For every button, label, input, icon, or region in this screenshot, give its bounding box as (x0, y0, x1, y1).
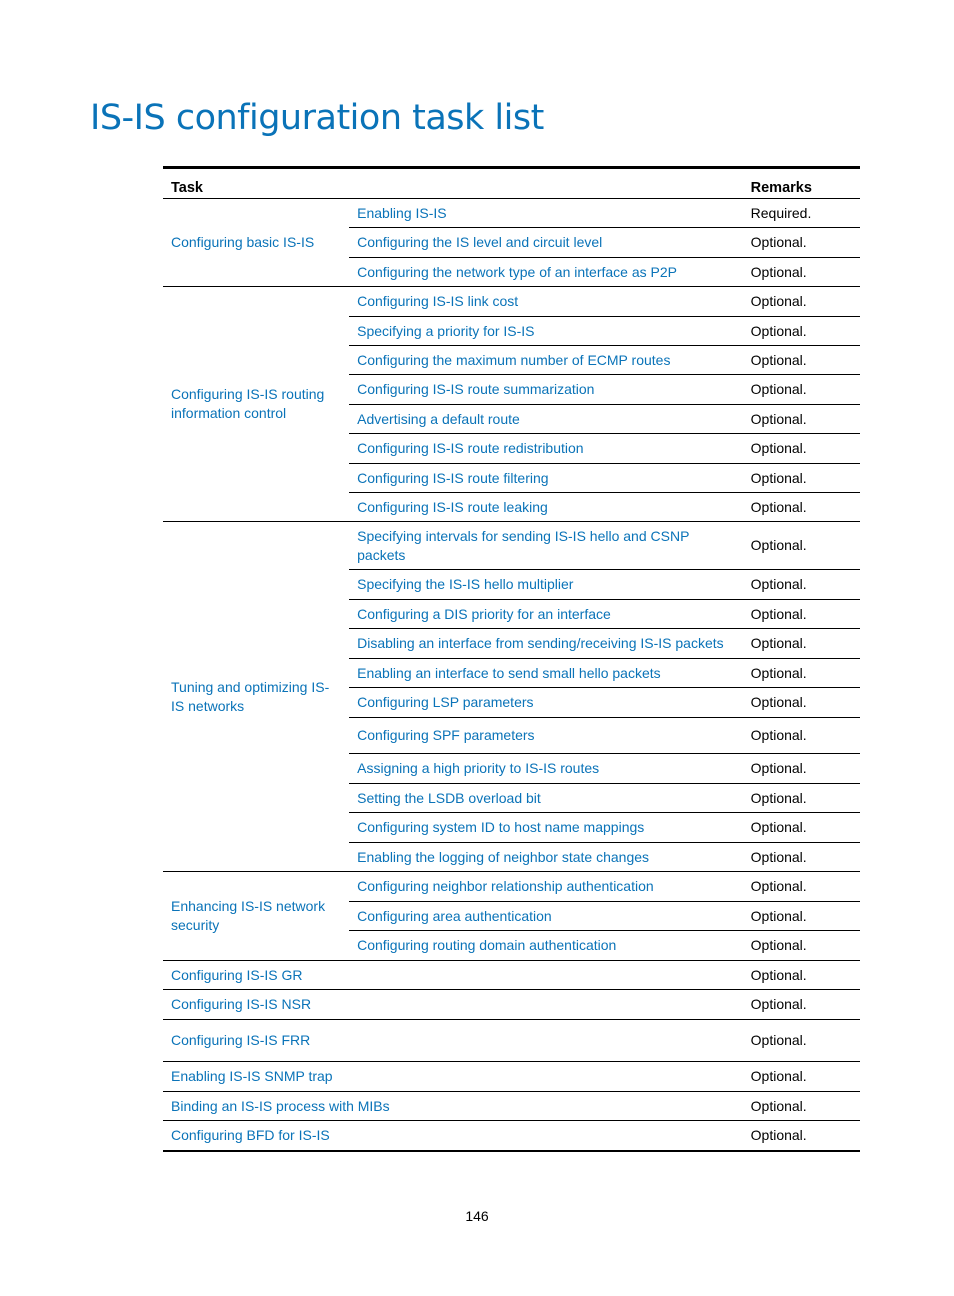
subtask-cell (349, 872, 743, 902)
remark-cell: Optional. (743, 405, 860, 434)
table-row (163, 1020, 860, 1062)
subtask-cell (349, 317, 743, 346)
remark-cell: Optional. (743, 493, 860, 522)
subtask-link[interactable]: Configuring routing domain authentication (357, 937, 617, 953)
remark-cell: Optional. (743, 375, 860, 405)
subtask-cell (349, 784, 743, 813)
table-row (163, 1121, 860, 1151)
subtask-link[interactable]: Specifying intervals for sending IS-IS hello and CSNP packets (357, 527, 690, 563)
page-number: 146 (465, 1208, 489, 1224)
remark-cell: Optional. (743, 659, 860, 688)
remark-cell: Optional. (743, 990, 860, 1020)
remarks-column-header: Remarks (743, 168, 860, 199)
table-row (163, 961, 860, 990)
task-link[interactable]: Enabling IS-IS SNMP trap (171, 1068, 333, 1084)
remark-cell: Optional. (743, 843, 860, 872)
remark-cell: Optional. (743, 434, 860, 464)
subtask-link[interactable]: Configuring neighbor relationship authentication (357, 878, 654, 894)
subtask-cell (349, 754, 743, 784)
remark-cell: Optional. (743, 902, 860, 931)
task-link[interactable]: Configuring IS-IS NSR (171, 996, 312, 1012)
remark-cell: Optional. (743, 522, 860, 570)
subtask-link[interactable]: Enabling an interface to send small hello packets (357, 664, 661, 681)
remark-cell: Optional. (743, 346, 860, 375)
table-row (163, 287, 860, 317)
subtask-cell (349, 434, 743, 464)
task-link[interactable]: Configuring BFD for IS-IS (171, 1126, 330, 1143)
table-row (163, 990, 860, 1020)
remark-cell: Optional. (743, 570, 860, 600)
page-title: IS-IS configuration task list (90, 98, 544, 138)
subtask-link[interactable]: Configuring IS-IS route leaking (357, 498, 548, 515)
remark-cell: Optional. (743, 1121, 860, 1151)
subtask-link[interactable]: Configuring area authentication (357, 907, 552, 924)
task-link[interactable]: Binding an IS-IS process with MIBs (171, 1097, 390, 1114)
subtask-link[interactable]: Configuring IS-IS route redistribution (357, 440, 584, 456)
table-row (163, 199, 860, 228)
remark-cell: Optional. (743, 258, 860, 287)
subtask-link[interactable]: Configuring the network type of an interface as P2P (357, 263, 677, 280)
subtask-cell (349, 931, 743, 961)
subtask-cell (349, 199, 743, 228)
subtask-cell (349, 405, 743, 434)
subtask-link[interactable]: Assigning a high priority to IS-IS routes (357, 760, 600, 776)
subtask-cell (349, 570, 743, 600)
subtask-link[interactable]: Configuring the maximum number of ECMP routes (357, 351, 671, 368)
task-cell (163, 990, 743, 1020)
remark-cell: Optional. (743, 931, 860, 961)
subtask-link[interactable]: Configuring SPF parameters (357, 727, 535, 743)
subtask-cell (349, 346, 743, 375)
subtask-link[interactable]: Advertising a default route (357, 410, 520, 427)
task-cell (163, 1062, 743, 1092)
subtask-link[interactable]: Specifying a priority for IS-IS (357, 322, 535, 339)
remark-cell: Optional. (743, 1092, 860, 1121)
table-row (163, 522, 860, 570)
task-column-header: Task (163, 168, 743, 199)
subtask-link[interactable]: Specifying the IS-IS hello multiplier (357, 576, 574, 592)
subtask-cell (349, 629, 743, 659)
remark-cell: Optional. (743, 872, 860, 902)
subtask-cell (349, 522, 743, 570)
table-header-row (163, 168, 860, 199)
remark-cell: Optional. (743, 228, 860, 258)
subtask-link[interactable]: Enabling the logging of neighbor state changes (357, 848, 650, 865)
table-body (163, 199, 860, 1151)
table-row (163, 872, 860, 902)
subtask-link[interactable]: Configuring the IS level and circuit level (357, 234, 603, 250)
subtask-link[interactable]: Disabling an interface from sending/receiving IS-IS packets (357, 635, 724, 651)
subtask-link[interactable]: Configuring a DIS priority for an interface (357, 605, 611, 622)
remark-cell: Optional. (743, 464, 860, 493)
subtask-link[interactable]: Configuring system ID to host name mappings (357, 819, 645, 835)
task-group-link[interactable]: Tuning and optimizing IS-IS networks (171, 678, 330, 714)
subtask-cell (349, 813, 743, 843)
remark-cell: Optional. (743, 961, 860, 990)
task-link[interactable]: Configuring IS-IS GR (171, 966, 303, 983)
subtask-cell (349, 258, 743, 287)
remark-cell: Optional. (743, 754, 860, 784)
task-cell (163, 1121, 743, 1151)
remark-cell: Optional. (743, 813, 860, 843)
task-link[interactable]: Configuring IS-IS FRR (171, 1032, 311, 1048)
subtask-link[interactable]: Configuring IS-IS link cost (357, 293, 519, 309)
remark-cell: Optional. (743, 718, 860, 754)
task-group-cell (163, 872, 349, 961)
task-group-link[interactable]: Configuring IS-IS routing information control (171, 386, 325, 421)
task-cell (163, 961, 743, 990)
subtask-cell (349, 659, 743, 688)
remark-cell: Optional. (743, 1062, 860, 1092)
subtask-cell (349, 287, 743, 317)
task-cell (163, 1020, 743, 1062)
subtask-cell (349, 718, 743, 754)
subtask-link[interactable]: Setting the LSDB overload bit (357, 789, 541, 806)
remark-cell: Optional. (743, 287, 860, 317)
task-group-link[interactable]: Configuring basic IS-IS (171, 234, 315, 250)
task-table (163, 166, 860, 1152)
task-group-link[interactable]: Enhancing IS-IS network security (171, 898, 326, 933)
subtask-cell (349, 228, 743, 258)
subtask-link[interactable]: Configuring IS-IS route summarization (357, 381, 595, 397)
remark-cell: Optional. (743, 688, 860, 718)
remark-cell: Optional. (743, 629, 860, 659)
remark-cell: Optional. (743, 317, 860, 346)
subtask-link[interactable]: Configuring IS-IS route filtering (357, 469, 549, 486)
subtask-link[interactable]: Configuring LSP parameters (357, 694, 534, 710)
subtask-cell (349, 688, 743, 718)
task-group-cell (163, 522, 349, 872)
task-group-cell (163, 287, 349, 522)
remark-cell: Optional. (743, 1020, 860, 1062)
subtask-cell (349, 600, 743, 629)
remark-cell: Optional. (743, 784, 860, 813)
subtask-cell (349, 464, 743, 493)
subtask-link[interactable]: Enabling IS-IS (357, 204, 447, 221)
task-cell (163, 1092, 743, 1121)
task-group-cell (163, 199, 349, 287)
subtask-cell (349, 902, 743, 931)
remark-cell: Required. (743, 199, 860, 228)
table-row (163, 1062, 860, 1092)
remark-cell: Optional. (743, 600, 860, 629)
subtask-cell (349, 375, 743, 405)
table-row (163, 1092, 860, 1121)
subtask-cell (349, 493, 743, 522)
subtask-cell (349, 843, 743, 872)
